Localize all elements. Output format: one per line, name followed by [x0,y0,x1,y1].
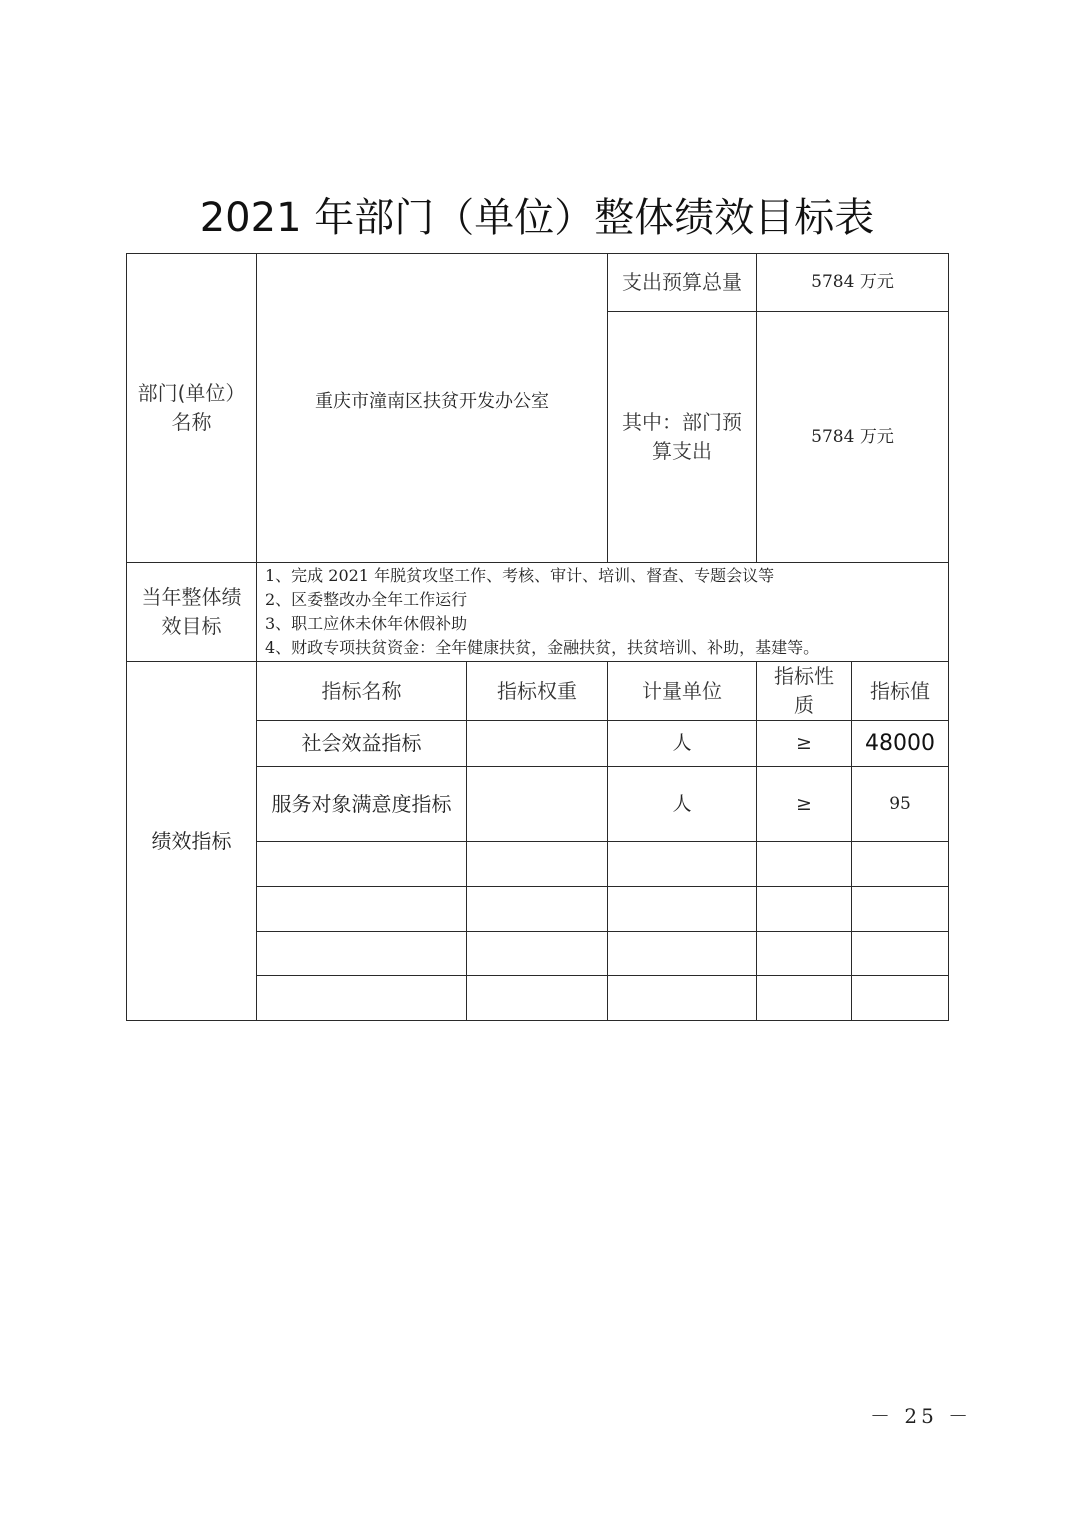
empty-cell [257,887,467,932]
annual-goal-row [127,563,949,662]
header-indicator-name: 指标名称 [257,662,467,721]
empty-cell [257,976,467,1021]
page-title: 2021 年部门（单位）整体绩效目标表 [199,195,875,241]
dept-name: 重庆市潼南区扶贫开发办公室 [257,254,608,563]
header-indicator-weight: 指标权重 [467,662,608,721]
indicator-weight [467,721,608,767]
annual-goal-item: 2、区委整改办全年工作运行 [265,590,468,609]
budget-total-row [127,254,949,312]
indicator-header-row [127,662,949,721]
annual-goal-item: 3、职工应休未休年休假补助 [265,614,468,633]
dept-budget-label: 其中：部门预算支出 [608,312,757,563]
budget-total-label: 支出预算总量 [608,254,757,312]
empty-cell [257,932,467,976]
indicator-value: 95 [852,767,949,842]
annual-goal-item: 4、财政专项扶贫资金：全年健康扶贫，金融扶贫，扶贫培训、补助，基建等。 [265,638,820,657]
annual-goal-label: 当年整体绩效目标 [127,563,257,662]
empty-cell [257,842,467,887]
indicator-unit: 人 [608,721,757,767]
annual-goal-item: 1、完成 2021 年脱贫攻坚工作、考核、审计、培训、督查、专题会议等 [265,566,775,585]
header-nature: 指标性质 [757,662,852,721]
empty-cell [757,932,852,976]
empty-cell [852,976,949,1021]
indicator-unit: 人 [608,767,757,842]
indicator-nature: ≥ [757,721,852,767]
indicator-section-label: 绩效指标 [127,662,257,1021]
empty-cell [608,887,757,932]
performance-target-table [126,253,949,1021]
indicator-name: 社会效益指标 [257,721,467,767]
empty-cell [467,976,608,1021]
empty-cell [757,842,852,887]
empty-cell [467,842,608,887]
indicator-value: 48000 [852,721,949,767]
empty-cell [852,887,949,932]
empty-cell [467,887,608,932]
page-number: － 25 － [870,1404,973,1428]
indicator-name: 服务对象满意度指标 [257,767,467,842]
empty-cell [757,887,852,932]
indicator-nature: ≥ [757,767,852,842]
dept-budget-value: 5784 万元 [757,312,949,563]
annual-goal-list [257,563,949,662]
dept-label: 部门(单位）名称 [127,254,257,563]
empty-cell [852,932,949,976]
empty-cell [757,976,852,1021]
header-unit: 计量单位 [608,662,757,721]
header-value: 指标值 [852,662,949,721]
indicator-weight [467,767,608,842]
empty-cell [608,932,757,976]
empty-cell [467,932,608,976]
empty-cell [852,842,949,887]
budget-total-value: 5784 万元 [757,254,949,312]
empty-cell [608,842,757,887]
empty-cell [608,976,757,1021]
